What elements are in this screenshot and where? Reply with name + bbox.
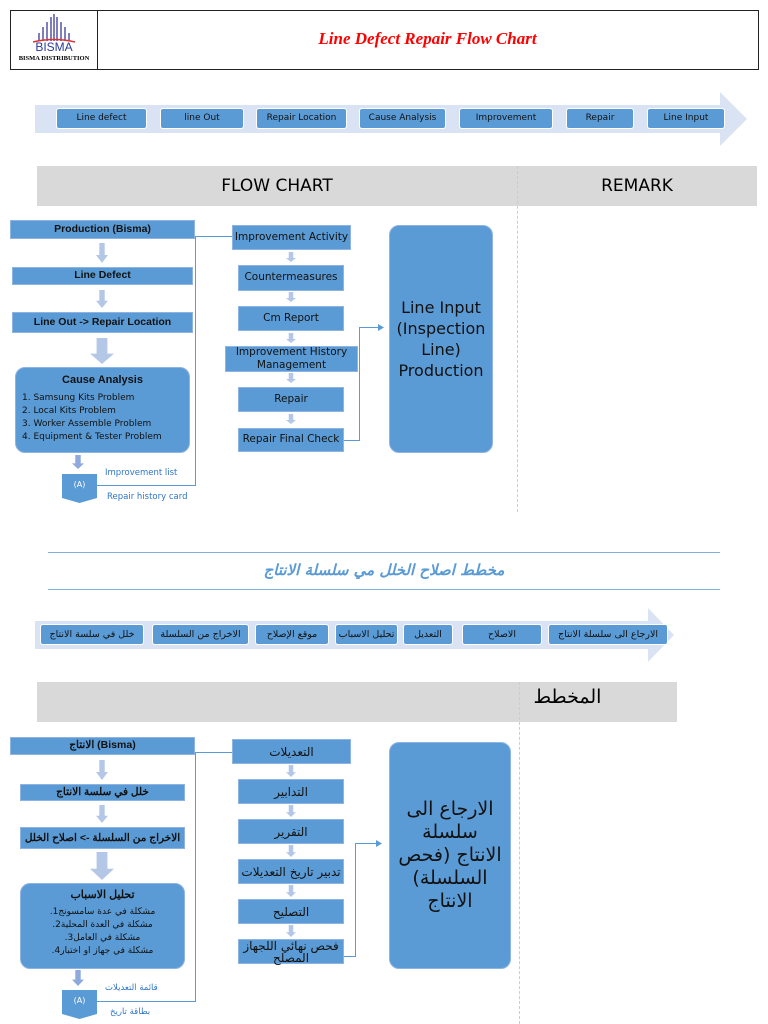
middle-step-box: Cm Report: [238, 306, 344, 331]
middle-step-box: Repair: [238, 387, 344, 412]
cause-analysis-title: تحليل الاسباب: [70, 889, 135, 901]
cause-item: مشكلة في عدة سامسونج1.: [49, 906, 156, 917]
arrow-down-icon: [90, 338, 114, 364]
arrow-down-icon: [286, 292, 296, 302]
process-step: Line defect: [56, 108, 147, 129]
bisma-logo-icon: [29, 13, 79, 43]
line-out-box: Line Out -> Repair Location: [12, 312, 193, 333]
arrow-down-icon: [90, 852, 114, 880]
cause-analysis-box: [15, 367, 190, 453]
column-header-flow-chart: المخطط: [533, 686, 602, 708]
improvement-list-note: قائمة التعديلات: [105, 983, 158, 993]
connector-line: [97, 485, 195, 486]
arrow-down-icon: [286, 252, 296, 262]
middle-step-box: Improvement History Management: [225, 346, 358, 372]
arrow-down-icon: [286, 414, 296, 424]
process-step: الاخراج من السلسلة: [152, 624, 249, 645]
cause-analysis-box: [20, 883, 185, 969]
process-step: الارجاع الى سلسلة الانتاج: [548, 624, 668, 645]
logo-cell: [11, 11, 98, 69]
cause-item: 3. Worker Assemble Problem: [22, 418, 152, 429]
column-header-remark: REMARK: [601, 176, 673, 196]
process-step: Repair Location: [256, 108, 347, 129]
line-input-box: الارجاع الى سلسلة الانتاج (فحص السلسلة) الانتاج: [389, 742, 511, 969]
line-defect-box: خلل في سلسة الانتاج: [20, 784, 185, 801]
connector-line: [195, 236, 232, 237]
connector-line: [195, 752, 232, 753]
arrow-right-icon: [359, 323, 385, 332]
column-divider: [519, 682, 520, 1024]
process-step: موقع الإصلاح: [255, 624, 329, 645]
section-rule: [48, 589, 720, 590]
improvement-list-note: Improvement list: [105, 468, 178, 478]
repair-history-card-note: بطاقة تاريخ: [110, 1007, 151, 1017]
production-box: الانتاج (Bisma): [10, 737, 195, 755]
arrow-down-icon: [72, 970, 84, 986]
connector-line: [195, 236, 196, 486]
arrow-down-icon: [286, 765, 296, 777]
connector-line: [97, 1001, 195, 1002]
process-step: Line Input: [647, 108, 725, 129]
cause-item: 1. Samsung Kits Problem: [22, 392, 135, 403]
cause-item: مشكلة في جهاز او اختبار4.: [51, 945, 154, 956]
marker-a-label: (A): [73, 480, 86, 489]
logo-text: BISMA: [35, 40, 73, 54]
marker-a-label: (A): [73, 996, 86, 1005]
page-title: Line Defect Repair Flow Chart: [318, 29, 537, 48]
middle-step-box: Repair Final Check: [238, 428, 344, 452]
arrow-down-icon: [96, 243, 108, 263]
process-step: تحليل الاسباب: [335, 624, 398, 645]
arrow-down-icon: [96, 760, 108, 780]
connector-line: [344, 956, 355, 957]
arrow-right-icon: [355, 839, 383, 848]
production-box: Production (Bisma): [10, 220, 195, 239]
process-step: line Out: [160, 108, 244, 129]
cause-item: 2. Local Kits Problem: [22, 405, 116, 416]
header-table: [10, 10, 759, 70]
logo-subtext: BISMA DISTRIBUTION: [18, 55, 90, 62]
middle-step-box: تدبير تاريخ التعديلات: [238, 859, 344, 884]
process-step: الاصلاح: [462, 624, 542, 645]
arrow-down-icon: [286, 845, 296, 857]
process-step: التعديل: [403, 624, 453, 645]
section-rule: [48, 552, 720, 553]
cause-item: مشكلة في العامل3.: [64, 932, 141, 943]
process-step: خلل في سلسة الانتاج: [40, 624, 144, 645]
cause-item: مشكلة في العدة المحلية2.: [52, 919, 153, 930]
middle-step-box: التعديلات: [232, 739, 351, 764]
connector-line: [355, 843, 356, 957]
cause-item: 4. Equipment & Tester Problem: [22, 431, 162, 442]
arrow-down-icon: [72, 455, 84, 469]
column-divider: [517, 166, 518, 512]
repair-history-card-note: Repair history card: [107, 492, 188, 502]
process-step: Cause Analysis: [359, 108, 446, 129]
middle-step-box: التصليح: [238, 899, 344, 924]
connector-line: [359, 327, 360, 441]
arrow-down-icon: [286, 885, 296, 897]
connector-line: [344, 440, 360, 441]
line-input-box: Line Input (Inspection Line) Production: [389, 225, 493, 453]
connector-line: [195, 752, 196, 1002]
arrow-down-icon: [286, 333, 296, 343]
arrow-down-icon: [286, 925, 296, 937]
line-defect-box: Line Defect: [12, 267, 193, 285]
middle-step-box: التقرير: [238, 819, 344, 844]
arrow-down-icon: [286, 805, 296, 817]
process-step: Repair: [566, 108, 634, 129]
arrow-down-icon: [96, 290, 108, 308]
arrow-down-icon: [286, 373, 296, 383]
middle-step-box: Countermeasures: [238, 265, 344, 291]
marker-a-shape: [62, 474, 98, 504]
marker-a-shape: [62, 990, 98, 1020]
section-title: مخطط اصلاح الخلل مي سلسلة الانتاج: [263, 561, 505, 579]
line-out-box: الاخراج من السلسلة -> اصلاح الخلل: [20, 827, 185, 849]
middle-step-box: التدابير: [238, 779, 344, 804]
process-step: Improvement: [459, 108, 553, 129]
middle-step-box: فحص نهائي اللجهاز المصلح: [238, 939, 344, 964]
arrow-down-icon: [96, 805, 108, 823]
column-header-flow-chart: FLOW CHART: [221, 176, 333, 196]
cause-analysis-title: Cause Analysis: [62, 374, 143, 386]
middle-step-box: Improvement Activity: [232, 225, 351, 250]
